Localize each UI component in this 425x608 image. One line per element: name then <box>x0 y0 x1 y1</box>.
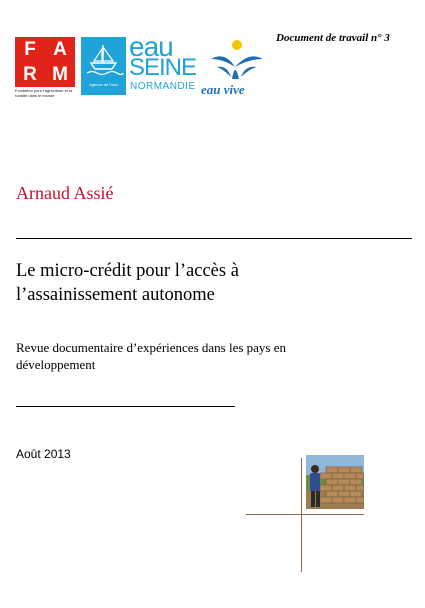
document-title: Le micro-crédit pour l’accès à l’assainissement autonome <box>16 261 239 305</box>
eau-vive-logo <box>199 37 269 99</box>
cover-photo <box>306 455 364 509</box>
builder-brick-wall-image <box>306 455 364 509</box>
decorative-horizontal-line <box>246 514 364 515</box>
farm-logo <box>15 37 75 107</box>
eau-vive-wordmark: eau vive <box>201 82 245 97</box>
farm-logo-mark <box>15 37 75 87</box>
agence-de-l-eau-mark <box>81 37 126 95</box>
top-divider <box>16 238 412 239</box>
decorative-vertical-line <box>301 458 302 572</box>
seine-wordmark: SEINE <box>129 54 197 81</box>
farm-letter-f: F <box>24 39 36 60</box>
publication-date: Août 2013 <box>16 447 71 461</box>
farm-letter-m: M <box>52 64 68 85</box>
eau-seine-normandie-logo <box>81 31 199 97</box>
eau-wordmark: eau <box>129 31 173 62</box>
normandie-wordmark: NORMANDIE <box>130 81 196 92</box>
bottom-divider <box>16 406 235 407</box>
sun-water-icon <box>199 37 269 83</box>
agence-de-l-eau-label: Agence de l’eau <box>89 82 118 87</box>
farm-letter-r: R <box>23 64 37 85</box>
boat-icon <box>81 37 126 81</box>
author-name: Arnaud Assié <box>16 183 114 203</box>
document-number: Document de travail n° 3 <box>276 32 390 44</box>
farm-letter-a: A <box>53 39 67 60</box>
document-subtitle: Revue documentaire d’expériences dans les pays en développement <box>16 340 287 372</box>
farm-tagline: Fondation pour l’agriculture et la ruralité dans le monde <box>15 88 73 98</box>
